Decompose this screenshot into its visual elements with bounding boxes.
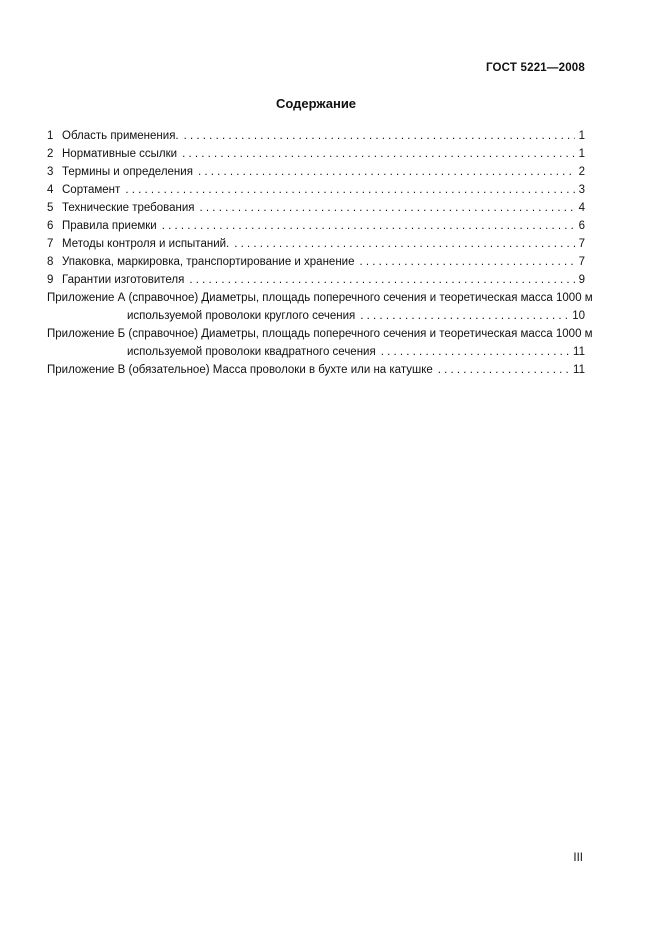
toc-entry [47, 235, 585, 253]
toc-entry-number: 8 [47, 256, 54, 268]
toc-dot-leader [360, 307, 568, 325]
toc-entry-page: 9 [578, 274, 585, 286]
toc-entry-page: 4 [578, 202, 585, 214]
toc-entry [47, 145, 585, 163]
toc-dot-leader [182, 145, 575, 163]
toc-appendix-line1: Приложение А (справочное) Диаметры, площадь поперечного сечения и теоретическая масса 1000 м [47, 292, 593, 304]
toc-entry-number: 5 [47, 202, 54, 214]
toc-appendix-row [47, 361, 585, 379]
toc-entry-number: 2 [47, 148, 54, 160]
toc-entry [47, 163, 585, 181]
toc-appendix-line1: Приложение Б (справочное) Диаметры, площадь поперечного сечения и теоретическая масса 1000 м [47, 328, 593, 340]
toc-entry-label: Методы контроля и испытаний. [62, 238, 230, 250]
toc-entry-number: 1 [47, 130, 54, 142]
toc-entry-page: 11 [573, 346, 585, 358]
toc-entry-label: Технические требования [62, 202, 195, 214]
toc-entry-number: 6 [47, 220, 54, 232]
toc-dot-leader [189, 271, 574, 289]
toc-entry-label: Нормативные ссылки [62, 148, 178, 160]
toc-appendix-line2: используемой проволоки квадратного сечения [127, 346, 376, 358]
toc-appendix-entry [47, 325, 593, 361]
toc-dot-leader [200, 199, 575, 217]
toc-entry-page: 1 [578, 148, 585, 160]
toc-entry-page: 11 [573, 364, 585, 376]
toc-entry-label: Область применения. [62, 130, 179, 142]
toc-appendix-entry [47, 361, 585, 379]
toc-entry-page: 1 [578, 130, 585, 142]
toc-entry [47, 127, 585, 145]
toc-dot-leader [184, 127, 575, 145]
table-of-contents [47, 127, 593, 379]
toc-appendix-entry [47, 289, 593, 325]
toc-entry-number: 7 [47, 238, 54, 250]
toc-dot-leader [438, 361, 569, 379]
toc-entry [47, 199, 585, 217]
toc-appendix-row [47, 307, 585, 325]
toc-entry [47, 271, 585, 289]
page-number: III [573, 852, 583, 864]
document-number: ГОСТ 5221—2008 [485, 62, 585, 74]
toc-entry-label: Правила приемки [62, 220, 157, 232]
toc-dot-leader [234, 235, 574, 253]
toc-appendix-line2: используемой проволоки круглого сечения [127, 310, 356, 322]
toc-entry-label: Термины и определения [62, 166, 193, 178]
toc-entry-page: 6 [578, 220, 585, 232]
toc-appendix-row [47, 343, 585, 361]
toc-entry-label: Гарантии изготовителя [62, 274, 185, 286]
toc-entry [47, 253, 585, 271]
toc-entry-number: 4 [47, 184, 54, 196]
toc-appendix-line1: Приложение В (обязательное) Масса проволоки в бухте или на катушке [47, 364, 433, 376]
toc-entry-page: 3 [578, 184, 585, 196]
toc-entry [47, 181, 585, 199]
toc-dot-leader [125, 181, 574, 199]
toc-entry-label: Упаковка, маркировка, транспортирование и хранение [62, 256, 355, 268]
toc-entry-page: 7 [578, 238, 585, 250]
toc-entry-label: Сортамент [62, 184, 121, 196]
toc-entry-number: 9 [47, 274, 54, 286]
toc-entry-page: 10 [572, 310, 585, 322]
toc-dot-leader [381, 343, 569, 361]
toc-entry-page: 2 [578, 166, 585, 178]
toc-dot-leader [360, 253, 575, 271]
toc-entry [47, 217, 585, 235]
toc-entry-number: 3 [47, 166, 54, 178]
toc-dot-leader [162, 217, 575, 235]
toc-entry-page: 7 [578, 256, 585, 268]
page-title: Содержание [275, 96, 357, 111]
toc-dot-leader [198, 163, 575, 181]
